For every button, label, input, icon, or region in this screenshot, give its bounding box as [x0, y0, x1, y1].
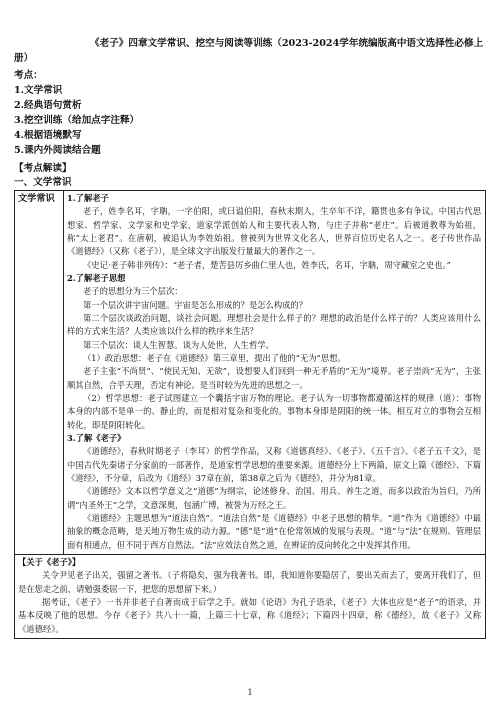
- paragraph: 第二个层次谈政治问题，谈社会问题。理想社会是什么样子的？理想的政治是什么样子的？人类应该用什么样的方式来生活？人类应该以什么样的秩序来生活？: [67, 312, 481, 337]
- para-heading: 3.了解《老子》: [67, 432, 126, 443]
- paragraph: 《道德经》主题思想为“道法自然”。“道法自然”是《道德经》中老子思想的精华。“道”作为《道德经》中最抽象的概念范畴，是天地万物生成的动力源。“德”是“道”在伦常领域的发展与表现。“道”与“法”在规则、管理层面有相通点，但不同于西方自然法。“法”应效法自然之道，在辨证的反向转化之中发挥其作用。: [67, 512, 481, 550]
- paragraph: 第三个层次：谈人生智慧。谈为人处世，人生哲学。: [83, 339, 274, 350]
- document-title: 《老子》四章文学常识、挖空与阅读等训练（2023-2024学年统编版高中语文选择性必修上册）: [14, 38, 484, 64]
- row-label: 文学常识: [15, 191, 64, 555]
- paragraph: 老子，姓李名耳，字聃，一字伯阳，或曰谥伯阳，春秋末期人，生卒年不详，籍贯也多有争议。中国古代思想家、哲学家、文学家和史学家，道家学派创始人和主要代表人物，与庄子并称“老庄”。后被道教尊为始祖，称“太上老君”。在唐朝，被追认为李姓始祖。曾被列为世界文化名人，世界百位历史名人之一。老子传世作品《道德经》（又称《老子》），是全球文字出版发行量最大的著作之一。: [67, 206, 481, 257]
- section-heading: 【考点解读】: [14, 163, 72, 174]
- outline-label: 考点：: [14, 70, 43, 81]
- outline-item: 4.根据语境默写: [14, 130, 82, 141]
- content-cell: [64, 191, 486, 555]
- box-paragraph: 据考证，《老子》一书并非老子自著而成于后学之手。就如《论语》为孔子语录，《老子》大体也应是“老子”的语录，并基本反映了他的思想。今存《老子》共八十一篇，上篇三十七章，称《道经》；下篇四十四章，称《德经》，故《老子》又称《道德经》。: [18, 597, 481, 634]
- paragraph: （2）哲学思想：老子试图建立一个囊括宇宙万物的理论。老子认为一切事物都遵循这样的规律（道）：事物本身的内部不是单一的、静止的，而是相对复杂和变化的。事物本身即是阴阳的统一体。相互对立的事物会互相转化，即是阴阳转化。: [67, 392, 481, 430]
- paragraph: 老子的思想分为三个层次：: [83, 286, 183, 297]
- paragraph: 第一个层次讲宇宙问题。宇宙是怎么形成的？是怎么构成的？: [83, 299, 308, 310]
- paragraph: 《道德经》文本以哲学意义之“道德”为纲宗，论述修身、治国、用兵、养生之道，而多以政治为旨归，乃所谓“内圣外王”之学，文意深奥，包涵广博，被誉为万经之王。: [67, 486, 481, 510]
- outline-item: 5.课内外阅读结合题: [14, 145, 101, 156]
- outline-item: 3.挖空训练（给加点字注释）: [14, 115, 140, 126]
- paragraph: 《史记·老子韩非列传》：“老子者，楚苦县厉乡曲仁里人也，姓李氏，名耳，字聃，周守藏室之史也。”: [83, 259, 451, 270]
- box-heading: 【关于《老子》】: [18, 556, 81, 567]
- literature-table: [14, 190, 486, 639]
- outline-item: 1.文学常识: [14, 85, 63, 96]
- paragraph: 老子主张“不尚贤”、“使民无知、无欲”，设想要人们回到一种无矛盾的“无为”境界。老子崇尚“无为”，主张顺其自然，合乎天理，否定有神论。是当时较为先进的思想之一。: [67, 366, 481, 390]
- outline: [14, 68, 139, 158]
- paragraph: 《道德经》，春秋时期老子（李耳）的哲学作品，又称《道德真经》、《老子》、《五千言》、《老子五千文》，是中国古代先秦诸子分家前的一部著作，是道家哲学思想的重要来源。道德经分上下两篇，原文上篇《德经》、下篇《道经》，不分章，后改为《道经》37章在前，第38章之后为《德经》，并分为81章。: [67, 446, 481, 483]
- about-laozi-box: [15, 554, 486, 638]
- section-subheading: 一、文学常识: [14, 177, 72, 188]
- para-heading: 1.了解老子: [67, 193, 109, 203]
- page-number: 1: [247, 688, 253, 697]
- outline-item: 2.经典语句赏析: [14, 100, 82, 111]
- paragraph: （1）政治思想：老子在《道德经》第三章里，提出了他的“无为”思想。: [83, 352, 346, 363]
- box-paragraph: 关令尹见老子出关，强留之著书。（子将隐矣，强为我著书。即，我知道你要隐居了，要出关而去了，要离开我们了，但是在您走之前，请勉强委屈一下，把您的思想留下来。）: [18, 570, 481, 594]
- para-heading: 2.了解老子思想: [67, 272, 126, 283]
